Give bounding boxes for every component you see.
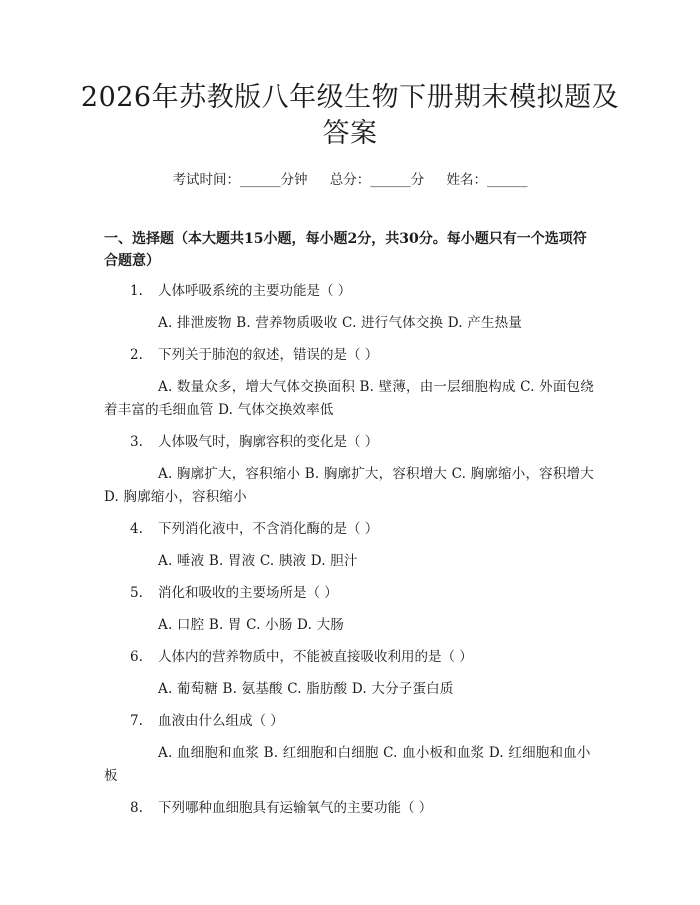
question-stem: 血液由什么组成（ ） [158,713,284,729]
exam-time-blank: ______ [239,172,281,188]
question-item [104,280,600,335]
question-list [104,280,600,829]
question-item [104,518,600,573]
question-stem-row [104,646,600,669]
total-score-unit: 分 [410,172,425,188]
question-options: A. 唾液 B. 胃液 C. 胰液 D. 胆汁 [158,553,358,569]
total-score-label: 总分： [329,172,371,188]
exam-meta-line [0,168,700,188]
question-stem: 下列关于肺泡的叙述，错误的是（ ） [158,347,379,363]
question-options: A. 血细胞和血浆 B. 红细胞和白细胞 C. 血小板和血浆 D. 红细胞和血小板 [104,745,591,784]
question-stem-row [104,344,600,367]
question-item [104,582,600,637]
question-stem-row [104,710,600,733]
student-name-blank: ______ [487,172,528,188]
question-item [104,431,600,509]
question-number: 1. [130,283,143,299]
total-score-field [330,168,425,188]
question-number: 2. [130,347,143,363]
section-heading: 一、选择题（本大题共15小题，每小题2分，共30分。每小题只有一个选项符合题意） [104,231,587,269]
question-stem-row [104,582,600,605]
question-stem-row [104,518,600,541]
question-number: 8. [130,800,143,816]
question-stem: 人体呼吸系统的主要功能是（ ） [158,283,352,299]
question-number: 7. [130,713,143,729]
question-number: 6. [130,649,143,665]
question-stem: 人体吸气时，胸廓容积的变化是（ ） [158,434,379,450]
total-score-blank: ______ [370,172,411,188]
exam-time-field [172,168,307,188]
question-stem-row [104,431,600,454]
question-stem: 消化和吸收的主要场所是（ ） [158,585,338,601]
question-item [104,344,600,422]
question-options: A. 胸廓扩大，容积缩小 B. 胸廓扩大，容积增大 C. 胸廓缩小，容积增大 D. 胸廓缩小，容积缩小 [104,466,594,505]
exam-time-label: 考试时间： [172,172,240,188]
exam-time-unit: 分钟 [280,172,308,188]
question-stem: 下列消化液中，不含消化酶的是（ ） [158,521,379,537]
question-options: A. 排泄废物 B. 营养物质吸收 C. 进行气体交换 D. 产生热量 [158,315,523,331]
student-name-field [447,168,528,188]
question-options: A. 口腔 B. 胃 C. 小肠 D. 大肠 [158,617,344,633]
question-number: 3. [130,434,143,450]
student-name-label: 姓名： [446,172,488,188]
question-item [104,797,600,820]
question-stem-row [104,797,600,820]
question-stem: 下列哪种血细胞具有运输氧气的主要功能（ ） [158,800,433,816]
question-options: A. 葡萄糖 B. 氨基酸 C. 脂肪酸 D. 大分子蛋白质 [158,681,454,697]
question-item [104,646,600,701]
page-title: 2026年苏教版八年级生物下册期末模拟题及答案 [80,82,620,149]
question-item [104,710,600,788]
question-stem-row [104,280,600,303]
question-number: 4. [130,521,143,537]
question-options: A. 数量众多，增大气体交换面积 B. 壁薄，由一层细胞构成 C. 外面包绕着丰富的毛细血管 D. 气体交换效率低 [104,379,594,418]
question-number: 5. [130,585,143,601]
question-stem: 人体内的营养物质中，不能被直接吸收利用的是（ ） [158,649,473,665]
